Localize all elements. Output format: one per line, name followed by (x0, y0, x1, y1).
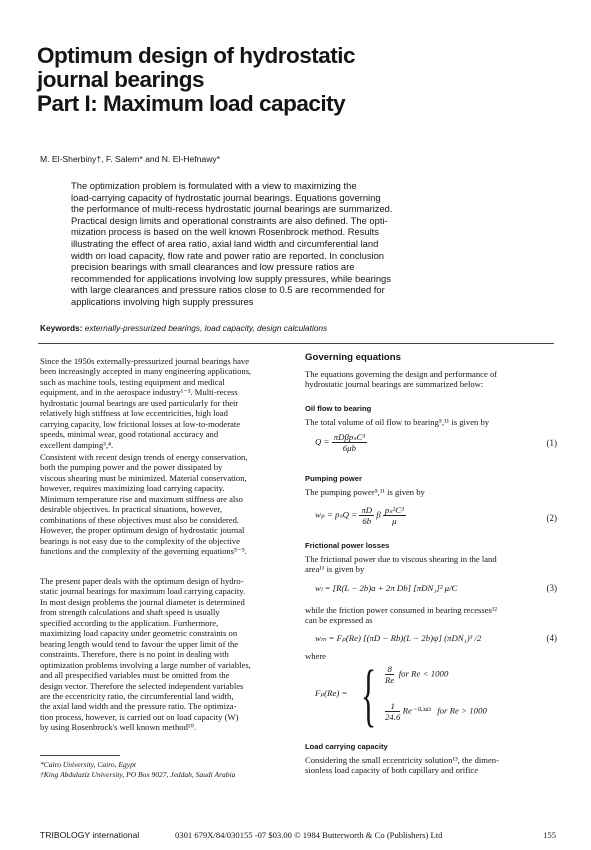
pumping-power-paragraph: The pumping power⁵,¹¹ is given by (305, 487, 425, 497)
frictional-paragraph: The frictional power due to viscous shearing in the land area¹¹ is given by (305, 554, 497, 575)
governing-paragraph: The equations governing the design and performance of hydrostatic journal bearings are summarized below: (305, 369, 498, 390)
eq1-numerator: πDβpₛC³ (333, 432, 366, 442)
frictional-paragraph-2: while the friction power consumed in bearing recesses¹² can be expressed as (305, 605, 498, 626)
equation-1-number: (1) (546, 438, 557, 448)
equation-5-case-2: $\frac{1}{24.6}$ Re⁻⁰·³⁴³ for Re > 1000 (385, 701, 487, 722)
equation-4: wₘ = Fₚ(Re) [(πD − Rb)(L − 2b)ψ] (πDN₁)³ /2 (315, 633, 482, 643)
oil-flow-paragraph: The total volume of oil flow to bearing⁵,¹¹ is given by (305, 417, 490, 427)
equation-4-number: (4) (546, 633, 557, 643)
equation-1: Q = $\frac{\text{πDβpₛC³}}{6\mu b}$ (315, 432, 366, 453)
intro-paragraph-3: The present paper deals with the optimum design of hydro- static journal bearings for maximum load carrying capacity. In most design problems the journal diameter is determined from strength calculations and shaft speed is usually specified according to the application. Furthermore, maximizing load capacity under geometric constraints on bearing length would tend to favour the upper limit of the constraints. Therefore, there is no point in dealing with optimization problems involving a large number of variables, and all prespecified variables must be omitted from the design vector. Therefore the selected independent variables are the eccentricity ratio, the circumferential land width, the axial land width and the pressure ratio. The optimiza- tion process, however, is carried out on load capacity (W) by using Rosenbrock's well known method¹⁰. (40, 576, 251, 733)
heading-governing-equations: Governing equations (305, 352, 401, 363)
where-text: where (305, 651, 326, 661)
heading-load-capacity: Load carrying capacity (305, 742, 388, 751)
heading-frictional-power: Frictional power losses (305, 541, 390, 550)
publication-info: 0301 679X/84/030155 -07 $03.00 © 1984 Butterworth & Co (Publishers) Ltd (175, 830, 443, 840)
equation-3-number: (3) (546, 583, 557, 593)
journal-name: TRIBOLOGY international (40, 830, 140, 840)
footnotes: *Cairo University, Cairo, Egypt †King Abdulaziz University, PO Box 9027, Jeddah, Saudi Arabia (40, 760, 236, 779)
heading-pumping-power: Pumping power (305, 474, 362, 483)
equation-5-lhs: Fₚ(Re) = (315, 688, 348, 698)
author-list: M. El-Sherbiny†, F. Salem* and N. El-Hefnawy* (40, 154, 221, 164)
keywords-label: Keywords: (40, 323, 83, 333)
paper-title (37, 44, 557, 116)
heading-oil-flow: Oil flow to bearing (305, 404, 372, 413)
intro-paragraph-2: Consistent with recent design trends of energy conservation, both the pumping power and the power dissipated by viscous shearing must be minimized. Material conservation, however, requires maximizing load carrying capacity. Minimum temperature rise and maximum stiffness are also desirable objectives. In practical situations, however, combinations of these objectives must also be considered. However, the proper optimum design of hydrostatic journal bearings is not easy due to the complexity of the objective functions and the complexity of the governing equations⁵⁻⁹. (40, 452, 248, 557)
keywords (40, 323, 327, 333)
keywords-text: externally-pressurized bearings, load capacity, design calculations (84, 323, 328, 333)
title-line-2: journal bearings (37, 67, 205, 92)
equation-5-brace: { (361, 657, 377, 734)
equation-2-number: (2) (546, 513, 557, 523)
section-divider (38, 343, 554, 344)
right-column (305, 353, 555, 823)
intro-paragraph-1: Since the 1950s externally-pressurized journal bearings have been increasingly accepted in many engineering applications, such as machine tools, testing equipment and medical equipment, and in the aerospace industry¹⁻³. Multi-recess hydrostatic journal bearings are used particularly for their relatively high stiffness at low eccentricities, high load carrying capacity, low frictional losses at low-to-moderate speeds, minimal wear, good rotational accuracy and excellent damping³,⁴. (40, 356, 252, 450)
title-line-1: Optimum design of hydrostatic (37, 43, 356, 68)
footnote-rule (40, 755, 120, 756)
eq1-denominator: 6μb (342, 443, 356, 453)
equation-5-case-1: $\frac{8}{Re}$ for Re < 1000 (385, 664, 449, 685)
load-capacity-paragraph: Considering the small eccentricity solution¹³, the dimen- sionless load capacity of both capillary and orifice (305, 755, 499, 776)
equation-2: wₚ = pₛQ = $\frac{\pi D}{6b}$ β $\frac{\text{pₛ²C³}}{\mu}$ (315, 505, 404, 526)
equation-3: wₗ = [R(L − 2b)a + 2π Db] [πDN₁]² μ/C (315, 583, 458, 593)
page-number: 155 (543, 830, 556, 840)
title-line-3: Part I: Maximum load capacity (37, 91, 346, 116)
abstract: The optimization problem is formulated with a view to maximizing the load-carrying capacity of hydrostatic journal bearings. Equations governing the performance of multi-recess hydrostatic journal bearings are summarized. Practical design limits and operational constraints are also defined. The opti- mization process is based on the well known Rosenbrock method. Results illustrating the effect of area ratio, axial land width and circumferential land width on load capacity, flow rate and power ratio are reported. In conclusion precision bearings with small clearances and low pressure ratios are recommended for applications involving low supply pressures, while bearings with large clearances and pressure ratios close to 0.5 are recommended for applications involving high supply pressures (71, 180, 393, 307)
